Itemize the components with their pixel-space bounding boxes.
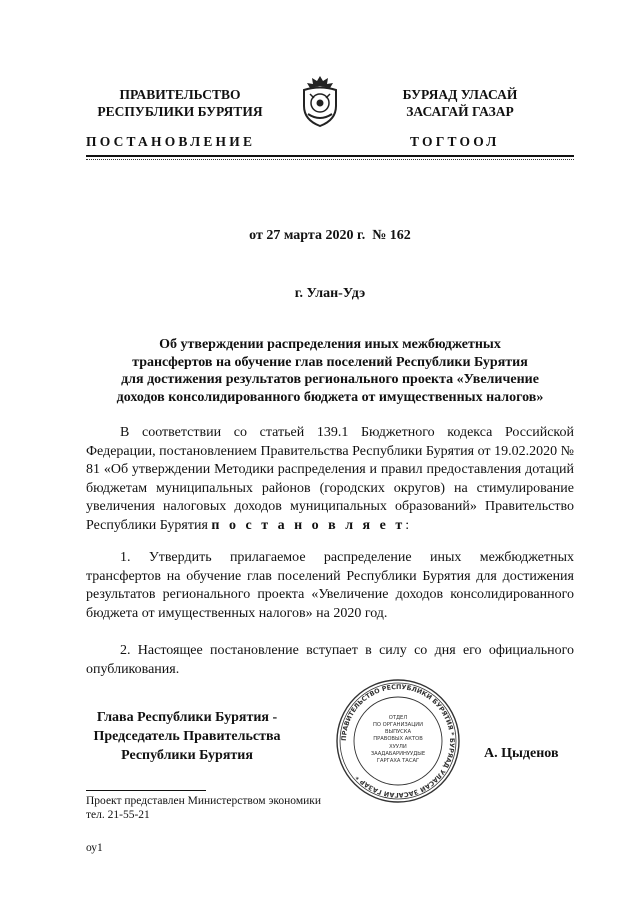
item-1-text: 1. Утвердить прилагаемое распределение иных межбюджетных трансфертов на обучение глав поселений Республики Бурятия для достижения результатов регионального проекта «Увеличение доходов консолидированного бюджета от имущественных налогов» на 2020 год. bbox=[86, 550, 574, 621]
signatory-name: А. Цыденов bbox=[484, 746, 559, 761]
item-2-text: 2. Настоящее постановление вступает в силу со дня его официального опубликования. bbox=[86, 643, 574, 677]
footer-submitted-by: Проект представлен Министерством экономики bbox=[86, 795, 322, 807]
header-right-line1: БУРЯАД УЛАСАЙ bbox=[402, 87, 518, 102]
header-left bbox=[86, 86, 274, 120]
doc-type-ru: ПОСТАНОВЛЕНИЕ bbox=[86, 134, 256, 149]
title-line: для достижения результатов регионального проекта «Увеличение bbox=[121, 372, 539, 387]
header-right bbox=[366, 86, 554, 120]
seal-line: ВЫПУСКА bbox=[384, 729, 412, 735]
coat-of-arms-icon bbox=[298, 74, 342, 128]
title-line: доходов консолидированного бюджета от имущественных налогов» bbox=[116, 389, 544, 405]
seal-line: ХУУЛИ bbox=[389, 744, 407, 750]
doc-type-bur: ТОГТООЛ bbox=[410, 134, 500, 149]
seal-line: ПРАВОВЫХ АКТОВ bbox=[373, 736, 423, 742]
footer-divider bbox=[86, 790, 206, 791]
signatory-line: Глава Республики Бурятия - bbox=[96, 710, 278, 725]
footer-phone: тел. 21-55-21 bbox=[86, 809, 150, 821]
title-line: Об утверждении распределения иных межбюджетных bbox=[159, 337, 501, 352]
resolves-word: п о с т а н о в л я е т bbox=[211, 517, 406, 533]
paragraph-item-2 bbox=[86, 642, 574, 679]
seal-line: ОТДЕЛ bbox=[388, 715, 408, 721]
signatory-line: Председатель Правительства bbox=[93, 729, 281, 744]
official-seal-stamp bbox=[334, 677, 462, 805]
city: г. Улан-Удэ bbox=[294, 286, 366, 301]
header-right-line2: ЗАСАГАЙ ГАЗАР bbox=[406, 104, 514, 119]
preamble-colon: : bbox=[405, 517, 410, 533]
footer-code: оу1 bbox=[86, 842, 103, 854]
signatory-title bbox=[76, 708, 298, 765]
seal-line: ГАРГАХА ТАСАГ bbox=[376, 758, 420, 764]
header-left-line1: ПРАВИТЕЛЬСТВО bbox=[119, 87, 241, 102]
seal-line: ЗААДАБАРИНУУДЫЕ bbox=[370, 751, 426, 757]
title-line: трансфертов на обучение глав поселений Республики Бурятия bbox=[132, 354, 528, 370]
date-number: от 27 марта 2020 г. № 162 bbox=[249, 228, 411, 243]
document-title bbox=[86, 336, 574, 406]
paragraph-preamble bbox=[86, 424, 574, 536]
preamble-text: В соответствии со статьей 139.1 Бюджетного кодекса Российской Федерации, постановлением Правительства Республики Бурятия от 19.02.2020 № 81 «Об утверждении Методики распределения и правил предоставления дотаций бюджетам муниципальных районов (городских округов) на стимулирование увеличения налоговых доходов муниципальных образований» Правительство Республики Бурятия bbox=[86, 425, 574, 533]
paragraph-item-1 bbox=[86, 549, 574, 623]
header-divider bbox=[86, 155, 574, 157]
signatory-line: Республики Бурятия bbox=[121, 748, 253, 763]
seal-ring-text: ПРАВИТЕЛЬСТВО РЕСПУБЛИКИ БУРЯТИЯ * БУРЯАД УЛАСАЙ ЗАСАГАЙ ГАЗАР * bbox=[339, 682, 457, 800]
header-left-line2: РЕСПУБЛИКИ БУРЯТИЯ bbox=[97, 104, 263, 119]
seal-line: ПО ОРГАНИЗАЦИИ bbox=[372, 722, 424, 728]
header-divider-dotted bbox=[86, 159, 574, 160]
